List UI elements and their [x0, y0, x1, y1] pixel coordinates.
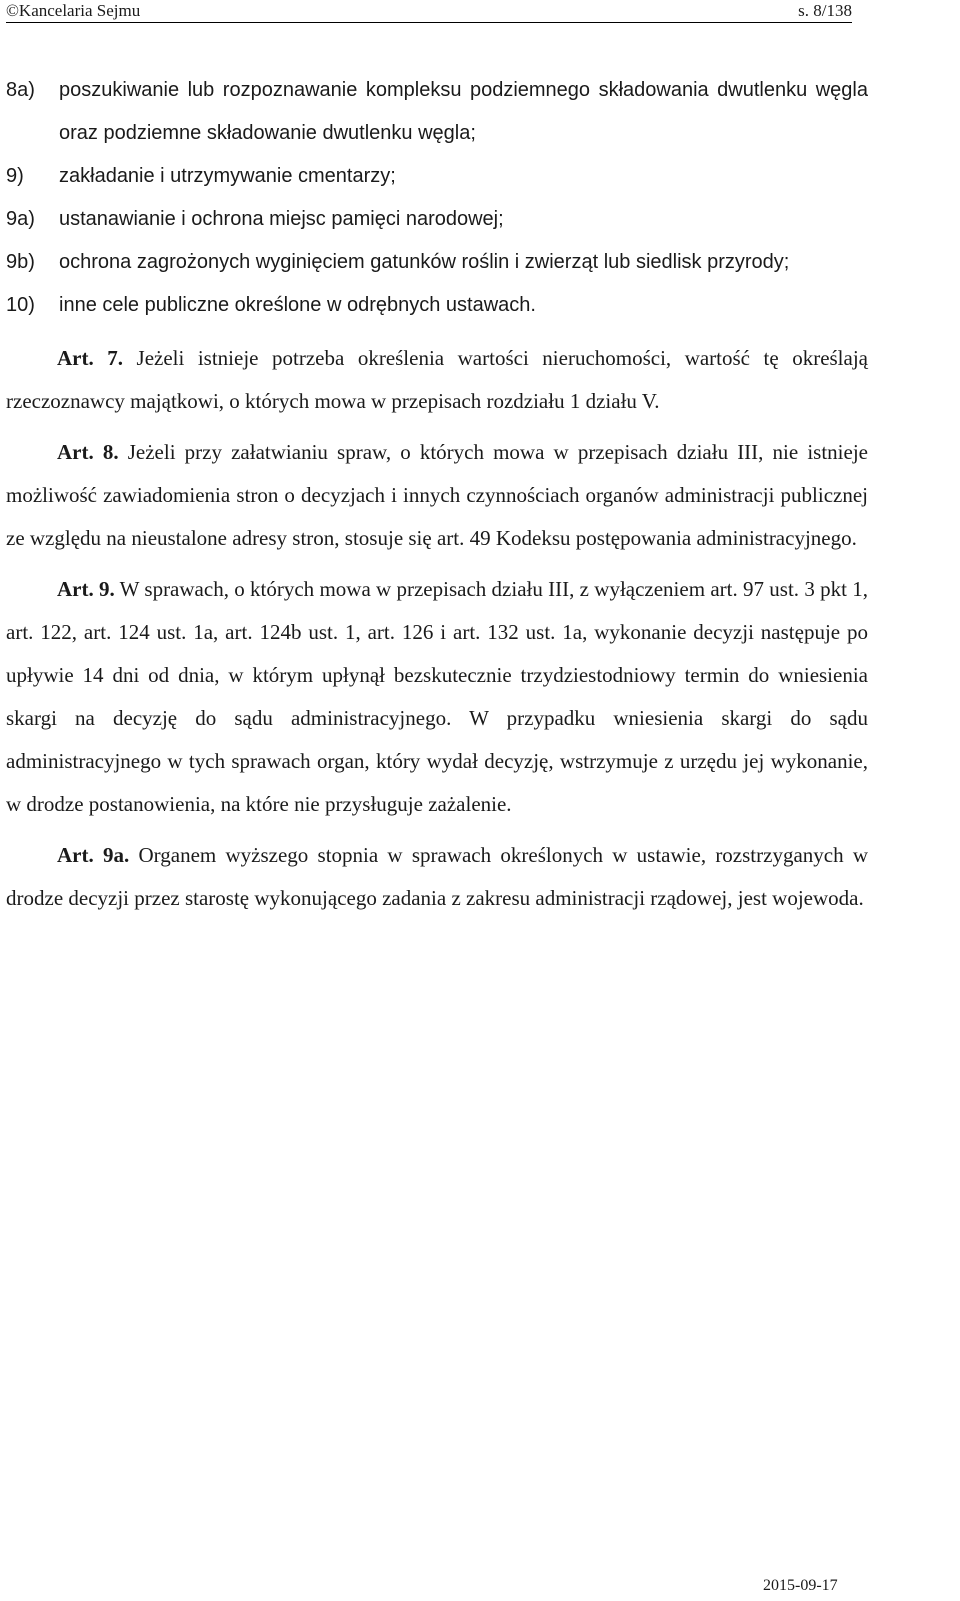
item-number: 10) [6, 294, 35, 316]
item-text: zakładanie i utrzymywanie cmentarzy; [59, 165, 396, 187]
page-header [6, 0, 852, 23]
article-text: Organem wyższego stopnia w sprawach określonych w ustawie, rozstrzyganych w drodze decyzji przez starostę wykonującego zadania z zakresu administracji rządowej, jest wojewoda. [6, 843, 869, 910]
copyright-label: ©Kancelaria Sejmu [6, 1, 141, 20]
document-body [6, 69, 868, 920]
item-text: inne cele publiczne określone w odrębnych ustawach. [59, 294, 536, 316]
item-number: 9b) [6, 251, 35, 273]
article-label: Art. 9a. [57, 843, 130, 867]
article-9 [6, 568, 868, 826]
item-text: poszukiwanie lub rozpoznawanie kompleksu podziemnego składowania dwutlenku węgla oraz podziemne składowanie dwutlenku węgla; [59, 79, 868, 144]
item-number: 9) [6, 165, 24, 187]
item-number: 9a) [6, 208, 35, 230]
item-text: ustanawianie i ochrona miejsc pamięci narodowej; [59, 208, 504, 230]
article-text: Jeżeli istnieje potrzeba określenia wartości nieruchomości, wartość tę określają rzeczoznawcy majątkowi, o których mowa w przepisach rozdziału 1 działu V. [6, 346, 868, 413]
article-label: Art. 7. [57, 346, 123, 370]
article-text: Jeżeli przy załatwianiu spraw, o których mowa w przepisach działu III, nie istnieje możliwość zawiadomienia stron o decyzjach i innych czynnościach organów administracji publicznej ze względu na nieustalone adresy stron, stosuje się art. 49 Kodeksu postępowania administracyjnego. [6, 440, 868, 550]
page-number: s. 8/138 [798, 1, 852, 20]
article-label: Art. 8. [57, 440, 119, 464]
list-item [6, 198, 868, 241]
document-date: 2015-09-17 [763, 1577, 838, 1594]
item-number: 8a) [6, 79, 35, 101]
article-7 [6, 337, 868, 423]
article-9a [6, 834, 868, 920]
article-text: W sprawach, o których mowa w przepisach działu III, z wyłączeniem art. 97 ust. 3 pkt 1, art. 122, art. 124 ust. 1a, art. 124b ust. 1, art. 126 i art. 132 ust. 1a, wykonanie decyzji następuje po upływie 14 dni od dnia, w którym upłynął bezskutecznie trzydziestodniowy termin do wniesienia skargi na decyzję do sądu administracyjnego. W przypadku wniesienia skargi do sądu administracyjnego w tych sprawach organ, który wydał decyzję, wstrzymuje z urzędu jej wykonanie, w drodze postanowienia, na które nie przysługuje zażalenie. [6, 577, 868, 816]
article-8 [6, 431, 868, 560]
list-item [6, 155, 868, 198]
list-item [6, 284, 868, 327]
article-label: Art. 9. [57, 577, 115, 601]
list-item [6, 241, 868, 284]
item-text: ochrona zagrożonych wyginięciem gatunków roślin i zwierząt lub siedlisk przyrody; [59, 251, 790, 273]
list-item [6, 69, 868, 155]
